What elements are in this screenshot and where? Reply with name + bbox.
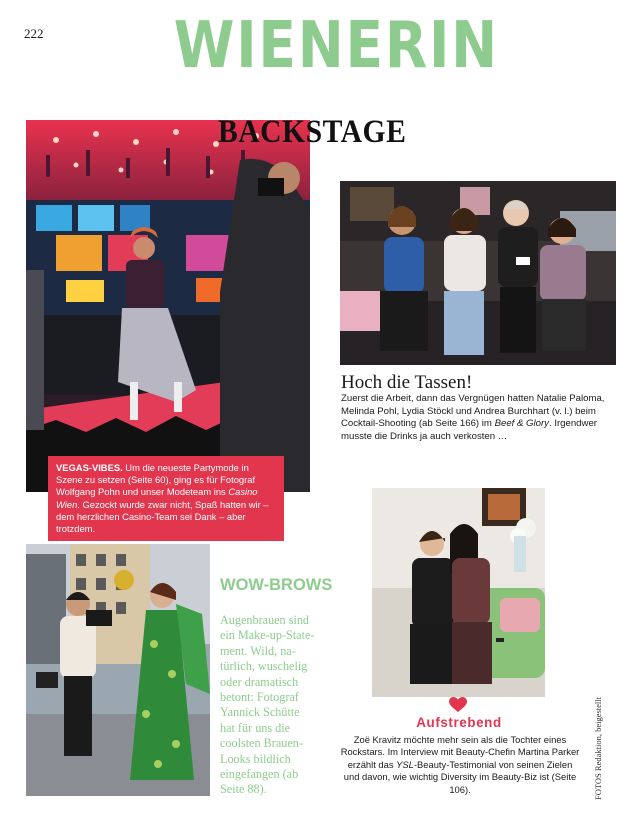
page-number: 222 xyxy=(24,26,44,41)
zoe-body xyxy=(340,734,580,796)
casino-caption xyxy=(48,456,284,541)
photo-brows-shoot xyxy=(26,544,210,796)
brows-body: Augenbrauen sind ein Make-up-Statement. Wild, natürlich, wuschelig oder dramatisch betont: Fotograf Yannick Schütte hat für uns die coolsten Brauen-Looks bildlich eingefangen (ab Seite 88). xyxy=(220,613,315,797)
photo-cocktail-shoot xyxy=(340,181,616,365)
zoe-text-tail: -Beauty-Testimonial von seinen Zielen und davon, wie wichtig Diversity im Beauty-Biz ist (Seite 106). xyxy=(343,758,577,795)
brows-title: WOW-BROWS xyxy=(220,576,333,594)
zoe-text: Zoë Kravitz möchte mehr sein als die Tochter eines Rockstars. Im Interview mit Beauty-Chefin Martina Parker erzählt das xyxy=(340,734,580,770)
caption-venue: Casino Wien xyxy=(56,486,258,510)
caption-text: Um die neueste Partymode in Szene zu setzen (Seite 60), ging es für Fotograf Wolfgang Pohn und unser Modeteam ins xyxy=(56,462,256,498)
heart-icon xyxy=(449,697,467,713)
magazine-masthead: WIENERIN xyxy=(173,9,499,83)
zoe-title: Aufstrebend xyxy=(416,715,502,730)
photo-casino-shoot xyxy=(26,120,310,492)
zoe-brand: YSL xyxy=(396,758,414,770)
cocktail-text-tail: . Irgendwer musste die Drinks ja auch verkosten … xyxy=(341,418,597,442)
cocktail-title: Hoch die Tassen! xyxy=(341,372,473,393)
cocktail-body xyxy=(341,393,621,443)
cocktail-venue: Beef & Glory xyxy=(494,418,549,430)
photo-zoe-kravitz-interview xyxy=(372,488,545,697)
caption-lead: VEGAS-VIBES. xyxy=(56,462,123,473)
cocktail-text: Zuerst die Arbeit, dann das Vergnügen hatten Natalie Paloma, Melinda Pohl, Lydia Stöckl und Andrea Burchhart (v. l.) beim Cocktail-Shooting (ab Seite 166) im xyxy=(341,393,605,430)
caption-tail: . Gezockt wurde zwar nicht, Spaß hatten wir – dem herzlichen Casino-Team sei Dank – aber trotzdem. xyxy=(56,498,269,535)
section-title: BACKSTAGE xyxy=(218,114,407,150)
photo-credit: FOTOS Redaktion, beigestellt xyxy=(593,696,603,800)
